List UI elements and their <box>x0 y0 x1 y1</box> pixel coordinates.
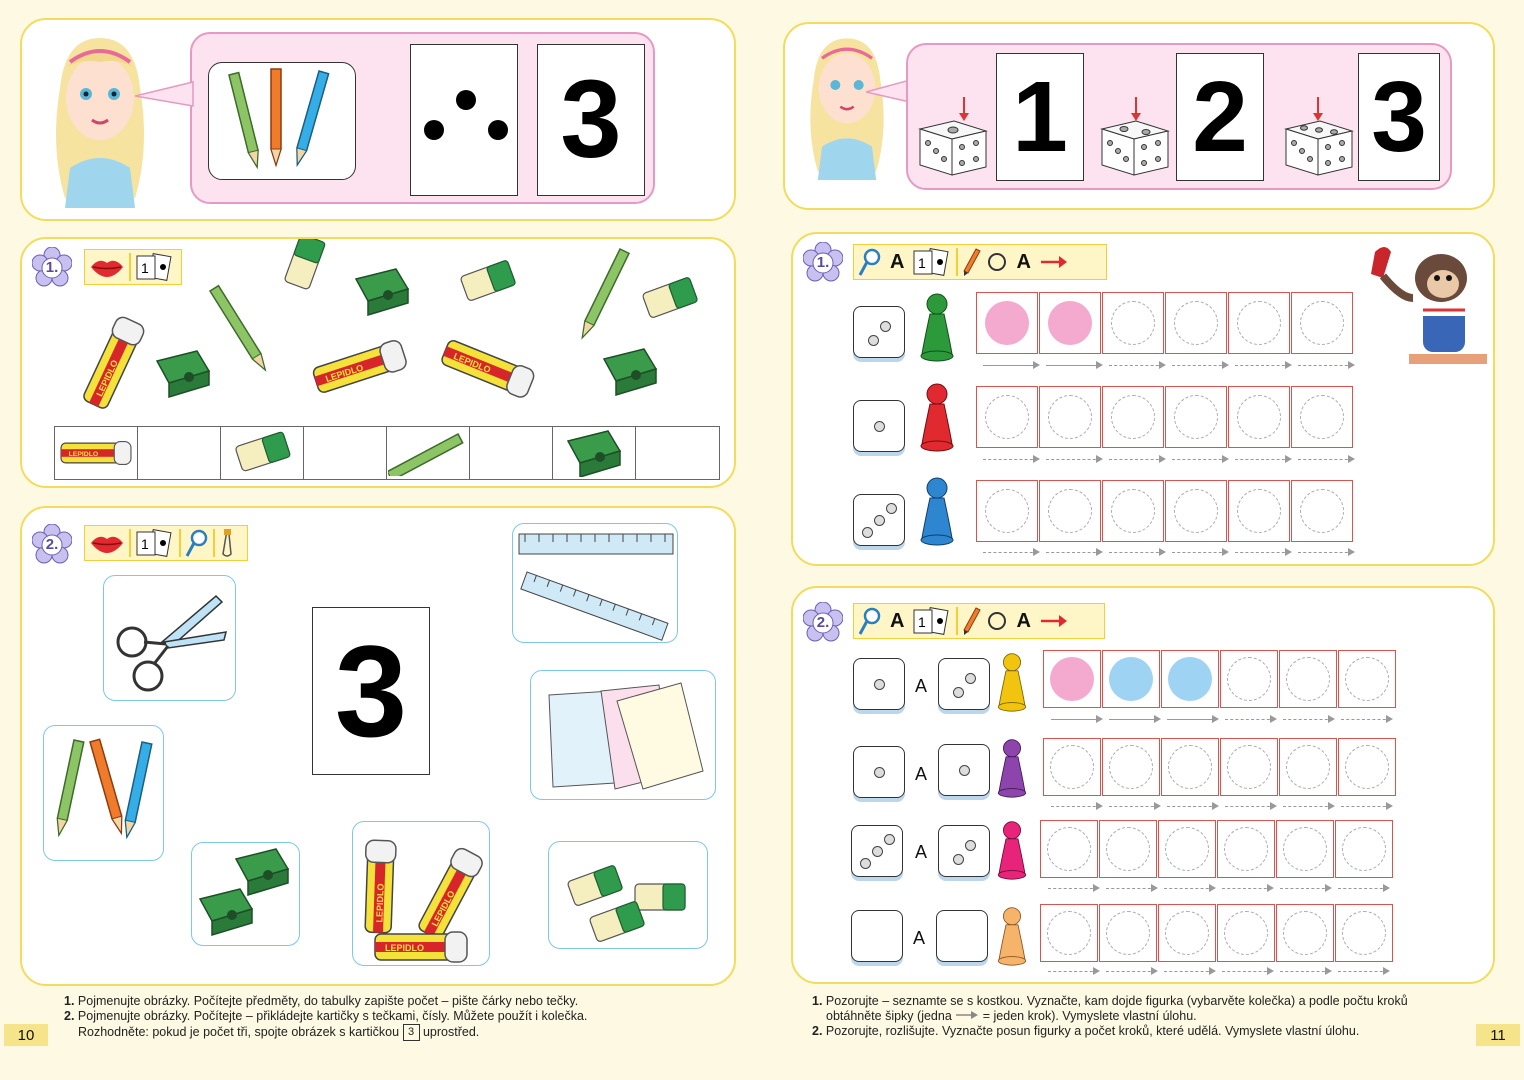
and-label: A <box>915 764 928 784</box>
papers-box[interactable] <box>530 670 716 800</box>
circle-icon <box>986 251 1008 273</box>
scissors-icon <box>104 576 234 696</box>
die-icon <box>914 93 994 183</box>
dot-card-three <box>410 44 518 196</box>
table-cell-answer[interactable] <box>636 427 719 479</box>
die-face-blank[interactable] <box>851 910 903 962</box>
number-card-intro-left: 3 <box>537 44 645 196</box>
table-cell-answer[interactable] <box>304 427 387 479</box>
die-face-one <box>938 744 990 796</box>
sharpener-icon <box>192 843 300 947</box>
game-piece-red-icon <box>920 382 954 452</box>
crayons-icon <box>44 726 164 862</box>
step-arrows-row[interactable] <box>1048 971 1396 972</box>
step-cell[interactable] <box>976 292 1038 354</box>
step-cell[interactable] <box>1158 904 1216 962</box>
step-cell[interactable] <box>1279 738 1337 796</box>
table-cell-glue-icon <box>55 427 138 479</box>
page-number-left: 10 <box>4 1024 48 1046</box>
and-label: A <box>913 928 926 948</box>
step-cell[interactable] <box>1161 650 1219 708</box>
number-card-three: 3 <box>1358 53 1440 181</box>
step-cell[interactable] <box>1335 904 1393 962</box>
step-cell[interactable] <box>1228 480 1290 542</box>
task1-panel-left <box>20 237 736 488</box>
die-icon <box>1280 93 1360 183</box>
step-cell[interactable] <box>1220 738 1278 796</box>
step-cell[interactable] <box>1039 292 1101 354</box>
game-piece-green-icon <box>920 292 954 362</box>
step-cell[interactable] <box>1102 650 1160 708</box>
die-face-one <box>853 658 905 710</box>
table-cell-pencil-icon <box>387 427 470 479</box>
arrow-right-icon <box>955 1010 979 1020</box>
step-cell[interactable] <box>1099 904 1157 962</box>
step-cell[interactable] <box>1165 480 1227 542</box>
task2-panel-left <box>20 506 736 986</box>
number-card-two: 2 <box>1176 53 1264 181</box>
cards-icon <box>912 248 952 276</box>
game-piece-purple-icon <box>997 738 1027 798</box>
table-cell-sharpener-icon <box>553 427 636 479</box>
step-arrows-row[interactable] <box>1051 719 1399 720</box>
step-cell[interactable] <box>1040 904 1098 962</box>
number-card-one: 1 <box>996 53 1084 181</box>
die-face-one <box>853 400 905 452</box>
svg-text:1: 1 <box>918 255 927 271</box>
step-cell[interactable] <box>1158 820 1216 878</box>
glue-sticks-box[interactable] <box>352 821 490 966</box>
erasers-box[interactable] <box>548 841 708 949</box>
speech-bubble-right <box>906 43 1452 190</box>
step-cells-row <box>1040 820 1394 878</box>
die-face-two <box>938 825 990 877</box>
die-face-blank[interactable] <box>936 910 988 962</box>
step-cell[interactable] <box>1220 650 1278 708</box>
crayons-box[interactable] <box>43 725 164 861</box>
task2-panel-right <box>791 586 1495 984</box>
die-icon <box>1096 93 1176 183</box>
instructions-left: 1. Pojmenujte obrázky. Počítejte předměty, do tabulky zapište počet – pište čárky nebo tečky. 2. Pojmenujte obrázky. Počítejte – přikládejte kartičky s tečkami, čísly. Můžete použít i kolečka. Rozhodněte: pokud je počet tři, spojte obrázek s kartičkou 3 uprostřed. <box>64 994 704 1041</box>
arrow-right-icon <box>1039 611 1069 631</box>
rulers-box[interactable] <box>512 523 678 643</box>
sharpeners-box[interactable] <box>191 842 300 946</box>
eraser-icon <box>549 842 709 950</box>
counting-table <box>54 426 720 480</box>
step-cell[interactable] <box>1039 480 1101 542</box>
and-label: A <box>915 676 928 696</box>
task-number-badge: 1. <box>32 247 72 287</box>
step-cell[interactable] <box>1165 386 1227 448</box>
step-cell[interactable] <box>1040 820 1098 878</box>
step-cell[interactable] <box>1276 820 1334 878</box>
step-cell[interactable] <box>1102 480 1164 542</box>
step-cell[interactable] <box>1099 820 1157 878</box>
cards-icon <box>135 529 175 557</box>
step-cell[interactable] <box>1338 738 1396 796</box>
task1-panel-right <box>791 232 1495 566</box>
pencil-icon <box>962 606 982 636</box>
step-cells-row <box>1043 738 1397 796</box>
step-arrows-row[interactable] <box>1048 888 1396 889</box>
svg-text:1: 1 <box>141 536 149 552</box>
die-face-three <box>851 825 903 877</box>
step-arrows-row[interactable] <box>1051 806 1399 807</box>
task-number-badge: 2. <box>32 524 72 564</box>
magnifier-icon <box>858 606 882 636</box>
cards-icon <box>912 607 952 635</box>
task-icons-bar: A 1 A <box>853 603 1105 639</box>
step-cells-row <box>1043 650 1397 708</box>
step-cell[interactable] <box>1043 650 1101 708</box>
step-arrows-row[interactable] <box>983 459 1361 460</box>
table-cell-answer[interactable] <box>470 427 553 479</box>
step-cell[interactable] <box>1217 904 1275 962</box>
task-icons-bar <box>84 525 248 561</box>
svg-text:1: 1 <box>918 614 927 630</box>
step-arrows-row[interactable] <box>983 552 1361 553</box>
page-number-right: 11 <box>1476 1024 1520 1046</box>
task-number-badge: 1. <box>803 242 843 282</box>
step-cell[interactable] <box>1039 386 1101 448</box>
die-face-one <box>853 746 905 798</box>
and-label: A <box>915 842 928 862</box>
scissors-box[interactable] <box>103 575 236 701</box>
step-cell[interactable] <box>1291 480 1353 542</box>
step-cell[interactable] <box>1338 650 1396 708</box>
girl-illustration <box>797 30 897 180</box>
number-card-center[interactable]: 3 <box>312 607 430 775</box>
step-arrows-row[interactable] <box>983 365 1361 366</box>
ruler-icon <box>513 524 679 644</box>
game-piece-blue-icon <box>920 476 954 546</box>
step-cell[interactable] <box>1043 738 1101 796</box>
step-cell[interactable] <box>1165 292 1227 354</box>
svg-text:1: 1 <box>141 260 149 276</box>
task1-items <box>22 239 738 419</box>
step-cell[interactable] <box>976 480 1038 542</box>
lips-icon <box>89 532 125 554</box>
arrow-right-icon <box>1039 252 1069 272</box>
circle-icon <box>986 610 1008 632</box>
step-cell[interactable] <box>1228 386 1290 448</box>
three-dots-icon <box>414 70 514 170</box>
step-cells-row <box>976 292 1354 354</box>
pencils-card <box>208 62 356 180</box>
safety-pin-icon <box>219 528 235 558</box>
step-cell[interactable] <box>1279 650 1337 708</box>
step-cell[interactable] <box>1291 386 1353 448</box>
paper-sheets-icon <box>531 671 717 801</box>
speech-bubble-left <box>190 32 655 204</box>
girl-illustration <box>40 28 160 208</box>
instructions-right: 1. Pozorujte – seznamte se s kostkou. Vyznačte, kam dojde figurka (vybarvěte kolečka) a podle počtu kroků obtáhněte šipky (jedna = jeden krok). Vymyslete vlastní úlohu. 2. Pozorujte, rozlišujte. Vyznačte posun figurky a počet kroků, které udělá. Vymyslete vlastní úlohu. <box>812 994 1408 1038</box>
die-face-two <box>853 306 905 358</box>
glue-stick-icon <box>353 822 491 967</box>
step-cell[interactable] <box>1102 386 1164 448</box>
step-cell[interactable] <box>1335 820 1393 878</box>
step-cell[interactable] <box>1161 738 1219 796</box>
step-cell[interactable] <box>1228 292 1290 354</box>
die-face-two <box>938 658 990 710</box>
step-cell[interactable] <box>1291 292 1353 354</box>
magnifier-icon <box>858 247 882 277</box>
game-piece-pink-icon <box>997 820 1027 880</box>
task-icons-bar: A 1 A <box>853 244 1107 280</box>
bubble-tail <box>135 80 195 110</box>
step-cell[interactable] <box>976 386 1038 448</box>
step-cell[interactable] <box>1102 292 1164 354</box>
step-cell[interactable] <box>1217 820 1275 878</box>
pencil-icon <box>962 247 982 277</box>
step-cell[interactable] <box>1102 738 1160 796</box>
table-cell-answer[interactable] <box>138 427 221 479</box>
step-cells-row <box>976 386 1354 448</box>
magnifier-icon <box>185 528 209 558</box>
table-cell-eraser-icon <box>221 427 304 479</box>
task-number-badge: 2. <box>803 602 843 642</box>
monkey-illustration <box>1361 238 1491 368</box>
die-face-three <box>853 494 905 546</box>
game-piece-orange-icon <box>997 906 1027 966</box>
step-cells-row <box>1040 904 1394 962</box>
step-cells-row <box>976 480 1354 542</box>
game-piece-yellow-icon <box>997 652 1027 712</box>
step-cell[interactable] <box>1276 904 1334 962</box>
